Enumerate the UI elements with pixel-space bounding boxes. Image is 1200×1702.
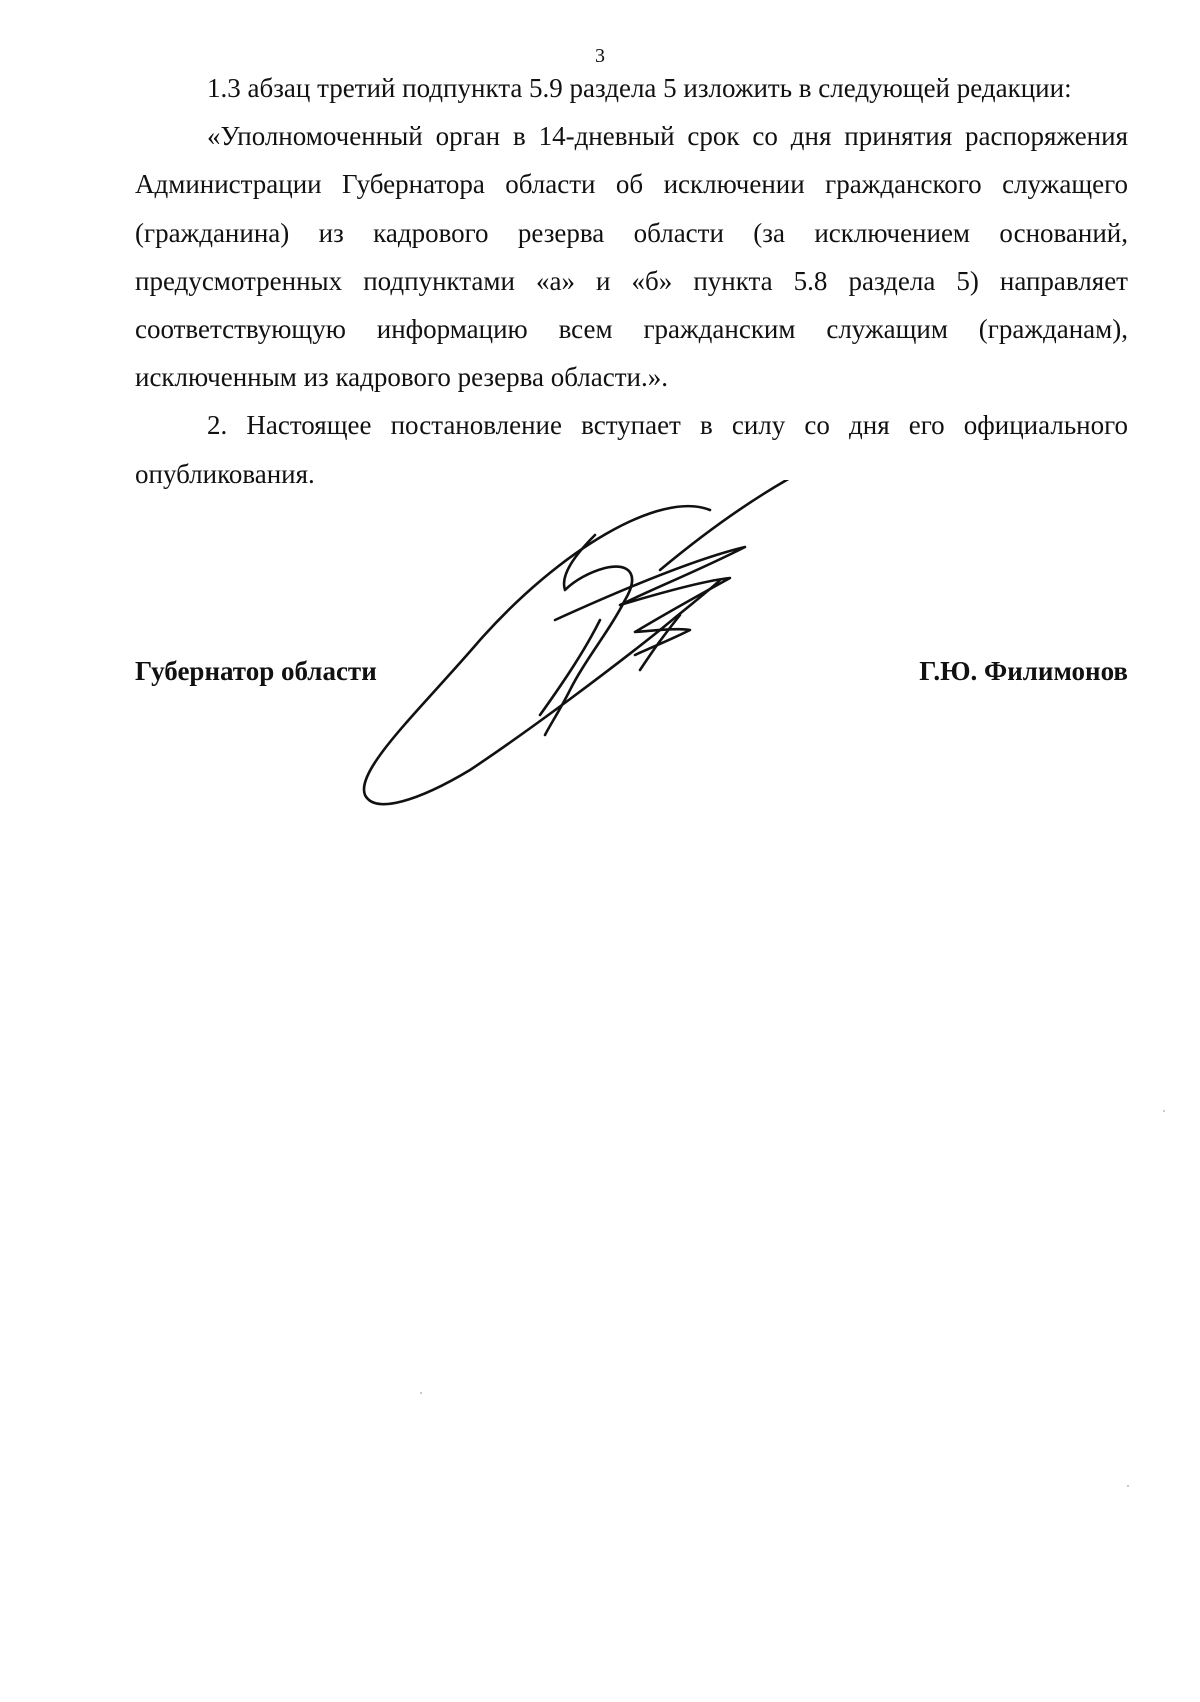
- position-title: Губернатор области: [135, 656, 377, 686]
- scan-speck: [1127, 1485, 1129, 1487]
- paragraph-amendment-intro: 1.3 абзац третий подпункта 5.9 раздела 5 изложить в следующей редакции:: [207, 73, 1072, 103]
- document-body: [135, 64, 1128, 498]
- scan-speck: [420, 1392, 422, 1394]
- paragraph-effective-date: 2. Настоящее постановление вступает в силу со дня его официального опубликования.: [135, 410, 1128, 489]
- page-number: 3: [595, 45, 605, 67]
- signer-name: Г.Ю. Филимонов: [919, 656, 1128, 686]
- paragraph-amendment-text: «Уполномоченный орган в 14-дневный срок со дня принятия распоряжения Администрации Губернатора области об исключении гражданского служащего (гражданина) из кадрового резерва области (за исключением оснований, предусмотренных подпунктами «а» и «б» пункта 5.8 раздела 5) направляет соответствующую информацию всем гражданским служащим (гражданам), исключенным из кадрового резерва области.».: [135, 121, 1128, 393]
- handwritten-signature: [360, 480, 920, 860]
- scan-speck: [1163, 1110, 1165, 1112]
